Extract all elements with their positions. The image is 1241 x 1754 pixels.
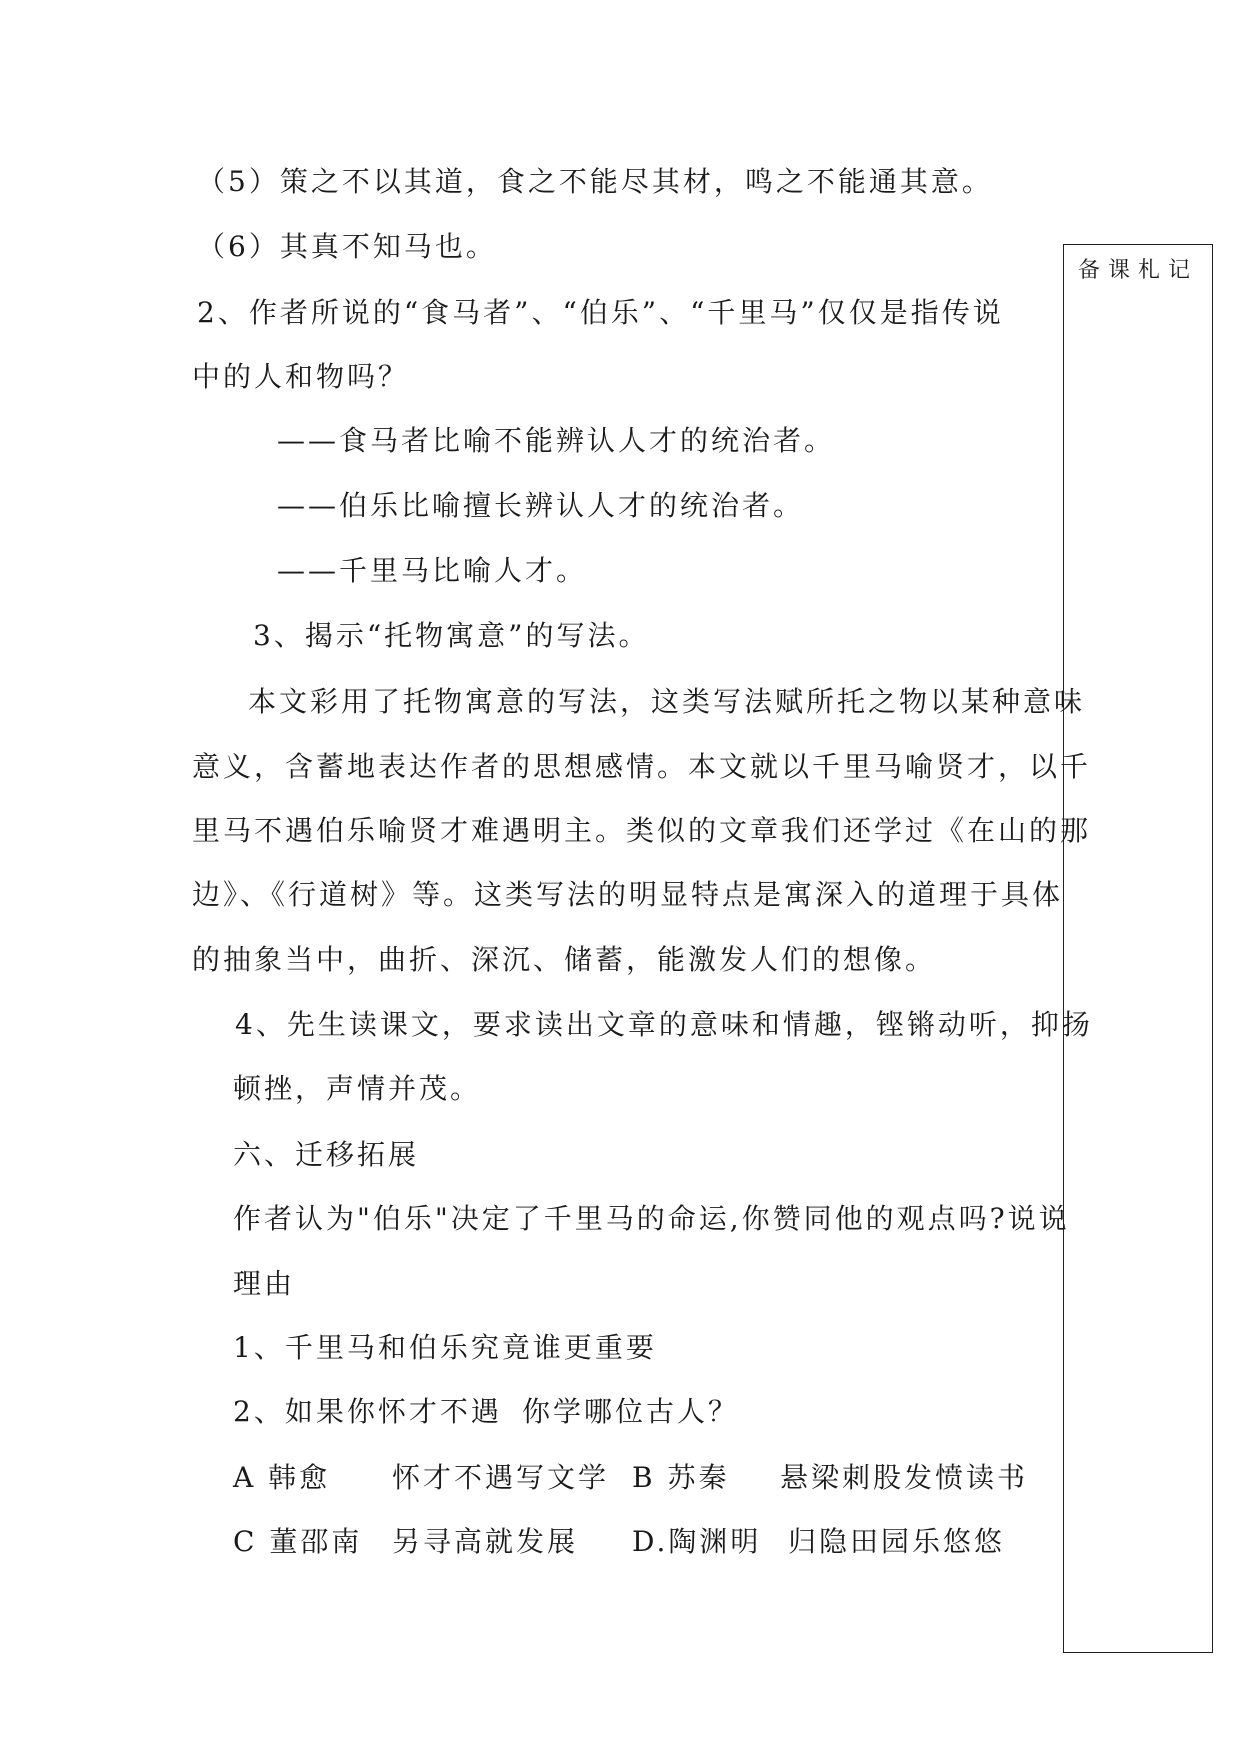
question-line-2: 理由	[233, 1267, 296, 1300]
item-4-line-1: 4、先生读课文，要求读出文章的意味和情趣，铿锵动听，抑扬	[235, 1008, 1093, 1041]
option-b-label: B 苏秦	[632, 1461, 730, 1494]
question-2-part-a: 2、如果你怀才不遇	[233, 1395, 502, 1428]
text-line-6: ——伯乐比喻擅长辨认人才的统治者。	[277, 489, 805, 522]
item-4-line-2: 顿挫，声情并茂。	[233, 1072, 482, 1105]
option-a-label: A 韩愈	[233, 1461, 331, 1494]
option-d-label: D.陶渊明	[632, 1525, 762, 1558]
option-a-desc: 怀才不遇写文学	[392, 1461, 610, 1494]
paragraph-line-1: 本文彩用了托物寓意的写法，这类写法赋所托之物以某种意味	[248, 685, 1086, 718]
lesson-notes-box	[1063, 244, 1213, 1653]
option-d-desc: 归隐田园乐悠悠	[788, 1525, 1006, 1558]
text-line-4: 中的人和物吗？	[192, 360, 410, 393]
paragraph-line-2: 意义，含蓄地表达作者的思想感情。本文就以千里马喻贤才，以千	[192, 750, 1092, 783]
question-1: 1、千里马和伯乐究竟谁更重要	[233, 1331, 657, 1364]
question-line-1: 作者认为"伯乐"决定了千里马的命运,你赞同他的观点吗?说说	[233, 1202, 1070, 1235]
text-line-3: 2、作者所说的“食马者”、“伯乐”、“千里马”仅仅是指传说	[197, 296, 1004, 329]
section-heading-3: 3、揭示“托物寓意”的写法。	[253, 619, 650, 652]
question-2-part-b: 你学哪位古人？	[522, 1395, 740, 1428]
lesson-notes-title: 备课札记	[1078, 258, 1199, 283]
paragraph-line-4: 边》、《行道树》等。这类写法的明显特点是寓深入的道理于具体	[192, 878, 1064, 911]
option-c-desc: 另寻高就发展	[392, 1525, 579, 1558]
section-heading-6: 六、迁移拓展	[233, 1138, 420, 1171]
option-c-label: C 董邵南	[233, 1525, 363, 1558]
text-line-5: ——食马者比喻不能辨认人才的统治者。	[277, 424, 836, 457]
paragraph-line-3: 里马不遇伯乐喻贤才难遇明主。类似的文章我们还学过《在山的那	[192, 814, 1092, 847]
text-line-2: （6）其真不知马也。	[197, 230, 497, 263]
text-line-1: （5）策之不以其道，食之不能尽其材，鸣之不能通其意。	[197, 165, 993, 198]
text-line-7: ——千里马比喻人才。	[277, 554, 588, 587]
option-b-desc: 悬梁刺股发愤读书	[780, 1461, 1029, 1494]
paragraph-line-5: 的抽象当中，曲折、深沉、储蓄，能激发人们的想像。	[192, 943, 937, 976]
